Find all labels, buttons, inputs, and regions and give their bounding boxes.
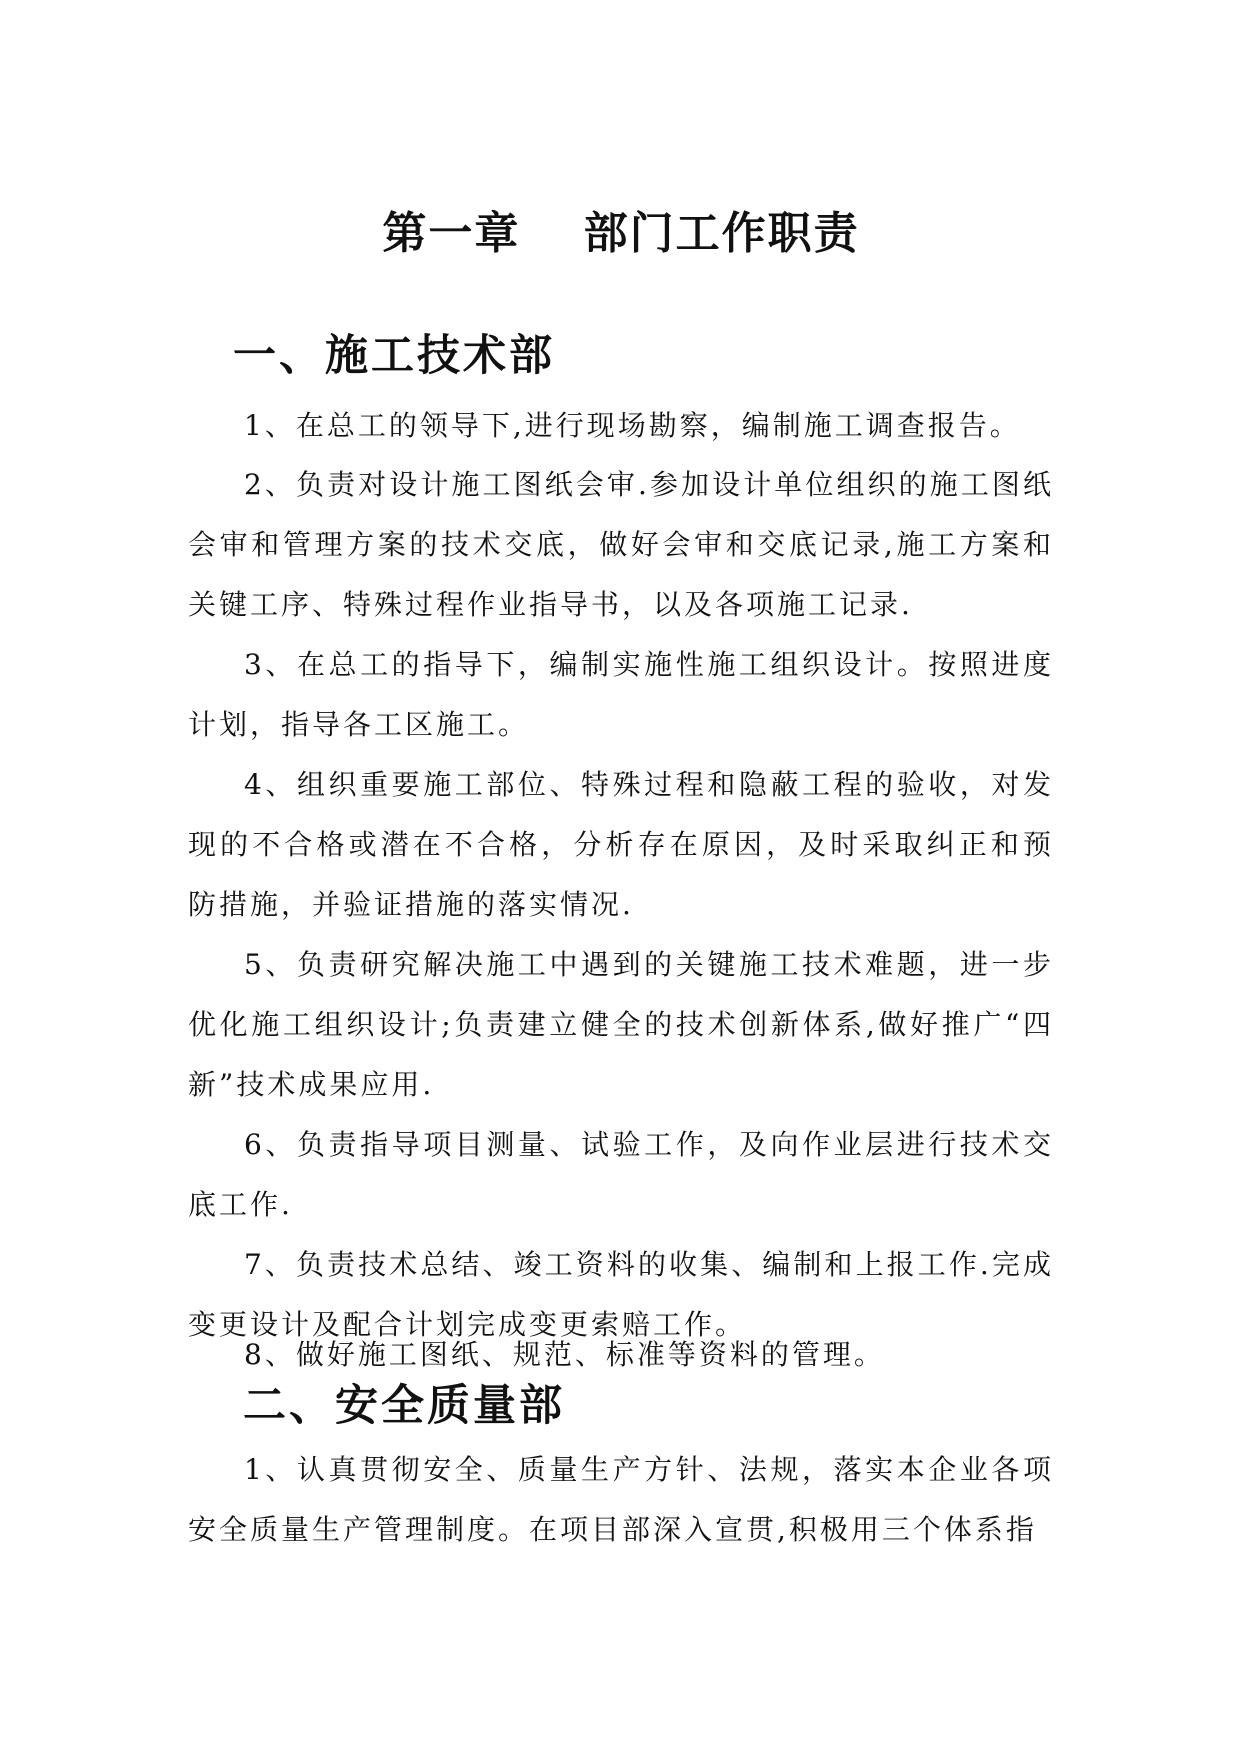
section-heading-construction-technology: 一、施工技术部 <box>233 331 555 381</box>
paragraph-8: 8、做好施工图纸、规范、标准等资料的管理。 <box>244 1338 885 1371</box>
paragraph-4: 4、组织重要施工部位、特殊过程和隐蔽工程的验收，对发现的不合格或潜在不合格，分析存在原因，及时采取纠正和预防措施，并验证措施的落实情况. <box>188 768 1054 921</box>
paragraph-1: 1、在总工的领导下,进行现场勘察，编制施工调查报告。 <box>244 409 1021 442</box>
paragraph-6: 6、负责指导项目测量、试验工作，及向作业层进行技术交底工作. <box>188 1128 1054 1221</box>
chapter-title: 第一章 部门工作职责 <box>382 208 860 259</box>
paragraph-2: 2、负责对设计施工图纸会审.参加设计单位组织的施工图纸会审和管理方案的技术交底，做好会审和交底记录,施工方案和关键工序、特殊过程作业指导书，以及各项施工记录. <box>188 468 1054 621</box>
paragraph-7: 7、负责技术总结、竣工资料的收集、编制和上报工作.完成变更设计及配合计划完成变更索赔工作。 <box>188 1248 1054 1341</box>
paragraph-safety-1: 1、认真贯彻安全、质量生产方针、法规，落实本企业各项安全质量生产管理制度。在项目部深入宣贯,积极用三个体系指 <box>188 1453 1054 1546</box>
paragraph-5: 5、负责研究解决施工中遇到的关键施工技术难题，进一步优化施工组织设计;负责建立健全的技术创新体系,做好推广“四新”技术成果应用. <box>188 948 1054 1101</box>
paragraph-3: 3、在总工的指导下，编制实施性施工组织设计。按照进度计划，指导各工区施工。 <box>188 648 1054 741</box>
section-heading-safety-quality: 二、安全质量部 <box>243 1381 565 1431</box>
